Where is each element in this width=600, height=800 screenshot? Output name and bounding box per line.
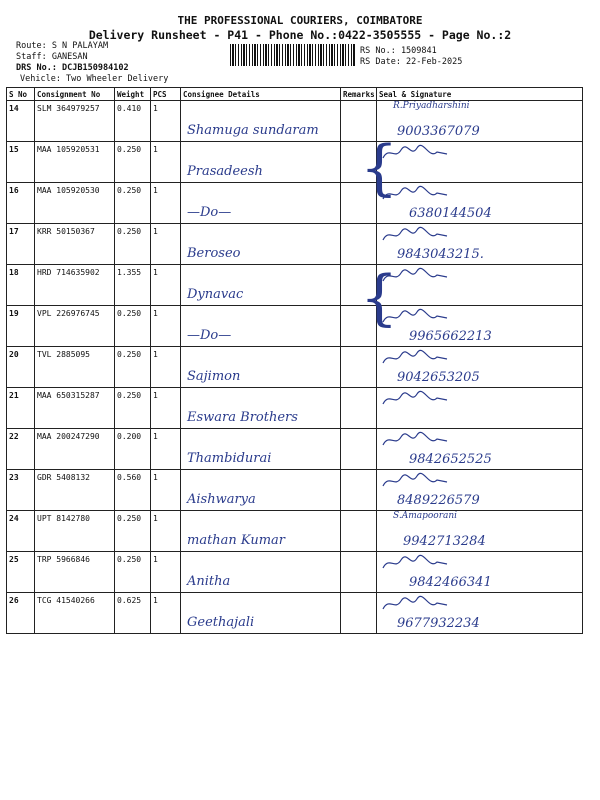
signature-name: R.Priyadharshini — [393, 101, 470, 111]
weight-cell: 0.250 — [115, 552, 151, 593]
table-row — [7, 142, 583, 183]
signature-phone: 9677932234 — [397, 616, 480, 631]
signature-cell — [377, 470, 583, 511]
consignment-cell: MAA 200247290 — [35, 429, 115, 470]
sno-cell: 16 — [7, 183, 35, 224]
consignee-cell — [181, 593, 341, 634]
table-row — [7, 101, 583, 142]
table-header — [7, 88, 583, 101]
signature-cell — [377, 142, 583, 183]
consignee-name: Geethajali — [187, 615, 255, 630]
consignee-name: Dynavac — [187, 287, 244, 302]
sno-cell: 14 — [7, 101, 35, 142]
rs-date: RS Date: 22-Feb-2025 — [360, 57, 463, 67]
consignee-name: Thambidurai — [187, 451, 272, 466]
pcs-cell: 1 — [151, 142, 181, 183]
signature-scribble — [381, 472, 451, 490]
consignee-cell — [181, 265, 341, 306]
weight-cell: 0.250 — [115, 183, 151, 224]
sno-cell: 24 — [7, 511, 35, 552]
consignee-name: Aishwarya — [187, 492, 256, 507]
remarks-cell — [341, 347, 377, 388]
consignee-cell — [181, 511, 341, 552]
pcs-cell: 1 — [151, 224, 181, 265]
sno-cell: 22 — [7, 429, 35, 470]
signature-cell — [377, 552, 583, 593]
consignment-cell: GDR 5408132 — [35, 470, 115, 511]
rs-number: RS No.: 1509841 — [360, 46, 437, 56]
consignee-cell — [181, 101, 341, 142]
table-row — [7, 224, 583, 265]
table-row — [7, 429, 583, 470]
drs-number: DRS No.: DCJB150984102 — [16, 63, 129, 73]
col-consignee: Consignee Details — [181, 88, 341, 101]
table-row — [7, 552, 583, 593]
signature-phone: 9965662213 — [409, 329, 492, 344]
signature-cell — [377, 347, 583, 388]
consignee-name: —Do— — [187, 205, 232, 220]
vehicle: Vehicle: Two Wheeler Delivery — [20, 74, 169, 84]
company-title: THE PROFESSIONAL COURIERS, COIMBATORE — [177, 14, 423, 27]
signature-phone: 9003367079 — [397, 124, 480, 139]
consignment-cell: TCG 41540266 — [35, 593, 115, 634]
weight-cell: 0.625 — [115, 593, 151, 634]
table-row — [7, 265, 583, 306]
signature-phone: 8489226579 — [397, 493, 480, 508]
pcs-cell: 1 — [151, 429, 181, 470]
consignee-name: Anitha — [187, 574, 231, 589]
weight-cell: 0.250 — [115, 142, 151, 183]
signature-scribble — [381, 390, 451, 408]
consignment-cell: TRP 5966846 — [35, 552, 115, 593]
col-consignment: Consignment No — [35, 88, 115, 101]
signature-phone: 9843043215. — [397, 247, 484, 262]
signature-cell — [377, 511, 583, 552]
col-weight: Weight — [115, 88, 151, 101]
consignment-cell: KRR 50150367 — [35, 224, 115, 265]
pcs-cell: 1 — [151, 511, 181, 552]
consignee-cell — [181, 470, 341, 511]
weight-cell: 0.200 — [115, 429, 151, 470]
signature-phone: 9842466341 — [409, 575, 492, 590]
col-remarks: Remarks — [341, 88, 377, 101]
sno-cell: 26 — [7, 593, 35, 634]
sno-cell: 18 — [7, 265, 35, 306]
signature-phone: 9842652525 — [409, 452, 492, 467]
consignee-name: Eswara Brothers — [187, 410, 298, 425]
signature-scribble — [381, 554, 451, 572]
consignee-cell — [181, 429, 341, 470]
consignment-cell: MAA 105920531 — [35, 142, 115, 183]
signature-cell — [377, 306, 583, 347]
consignee-name: Beroseo — [187, 246, 241, 261]
pcs-cell: 1 — [151, 265, 181, 306]
consignee-name: Prasadeesh — [187, 164, 263, 179]
remarks-cell — [341, 552, 377, 593]
consignee-cell — [181, 224, 341, 265]
sno-cell: 17 — [7, 224, 35, 265]
signature-cell — [377, 183, 583, 224]
consignee-cell — [181, 142, 341, 183]
consignee-cell — [181, 347, 341, 388]
sno-cell: 21 — [7, 388, 35, 429]
table-row — [7, 511, 583, 552]
consignment-cell: SLM 364979257 — [35, 101, 115, 142]
signature-scribble — [381, 595, 451, 613]
signature-scribble — [381, 431, 451, 449]
consignee-name: —Do— — [187, 328, 232, 343]
consignee-cell — [181, 306, 341, 347]
sno-cell: 23 — [7, 470, 35, 511]
runsheet-table — [6, 87, 583, 634]
signature-cell — [377, 429, 583, 470]
sno-cell: 25 — [7, 552, 35, 593]
pcs-cell: 1 — [151, 388, 181, 429]
table-row — [7, 306, 583, 347]
signature-cell — [377, 388, 583, 429]
signature-cell — [377, 224, 583, 265]
consignee-cell — [181, 183, 341, 224]
weight-cell: 0.410 — [115, 101, 151, 142]
signature-cell — [377, 265, 583, 306]
pcs-cell: 1 — [151, 101, 181, 142]
staff: Staff: GANESAN — [16, 52, 88, 62]
consignment-cell: TVL 2885095 — [35, 347, 115, 388]
pcs-cell: 1 — [151, 593, 181, 634]
remarks-cell — [341, 388, 377, 429]
table-row — [7, 347, 583, 388]
sno-cell: 19 — [7, 306, 35, 347]
consignee-name: Shamuga sundaram — [187, 123, 319, 138]
signature-scribble — [381, 349, 451, 367]
consignment-cell: UPT 8142780 — [35, 511, 115, 552]
remarks-cell — [341, 470, 377, 511]
col-sno: S No — [7, 88, 35, 101]
consignee-cell — [181, 552, 341, 593]
pcs-cell: 1 — [151, 183, 181, 224]
consignee-name: Sajimon — [187, 369, 241, 384]
bracket-rows-15-16: { — [360, 133, 399, 203]
pcs-cell: 1 — [151, 306, 181, 347]
table-row — [7, 470, 583, 511]
signature-phone: 9042653205 — [397, 370, 480, 385]
weight-cell: 0.250 — [115, 388, 151, 429]
runsheet-title: Delivery Runsheet - P41 - Phone No.:0422-3505555 - Page No.:2 — [88, 28, 512, 42]
pcs-cell: 1 — [151, 347, 181, 388]
weight-cell: 0.250 — [115, 306, 151, 347]
pcs-cell: 1 — [151, 470, 181, 511]
table-row — [7, 593, 583, 634]
route: Route: S N PALAYAM — [16, 41, 109, 51]
consignment-cell: HRD 714635902 — [35, 265, 115, 306]
remarks-cell — [341, 511, 377, 552]
remarks-cell — [341, 224, 377, 265]
weight-cell: 0.250 — [115, 511, 151, 552]
weight-cell: 0.250 — [115, 224, 151, 265]
col-signature: Seal & Signature — [377, 88, 583, 101]
weight-cell: 0.560 — [115, 470, 151, 511]
consignment-cell: MAA 650315287 — [35, 388, 115, 429]
weight-cell: 1.355 — [115, 265, 151, 306]
consignee-cell — [181, 388, 341, 429]
bracket-rows-18-19: { — [360, 263, 399, 333]
signature-cell — [377, 593, 583, 634]
consignment-cell: VPL 226976745 — [35, 306, 115, 347]
consignee-name: mathan Kumar — [187, 533, 286, 548]
col-pcs: PCS — [151, 88, 181, 101]
table-row — [7, 388, 583, 429]
barcode — [230, 44, 355, 66]
signature-phone: 6380144504 — [409, 206, 492, 221]
consignment-cell: MAA 105920530 — [35, 183, 115, 224]
remarks-cell — [341, 593, 377, 634]
signature-phone: 9942713284 — [403, 534, 486, 549]
sno-cell: 15 — [7, 142, 35, 183]
weight-cell: 0.250 — [115, 347, 151, 388]
remarks-cell — [341, 429, 377, 470]
signature-scribble — [381, 226, 451, 244]
signature-name: S.Amapoorani — [393, 511, 458, 521]
sno-cell: 20 — [7, 347, 35, 388]
pcs-cell: 1 — [151, 552, 181, 593]
table-row — [7, 183, 583, 224]
signature-cell — [377, 101, 583, 142]
